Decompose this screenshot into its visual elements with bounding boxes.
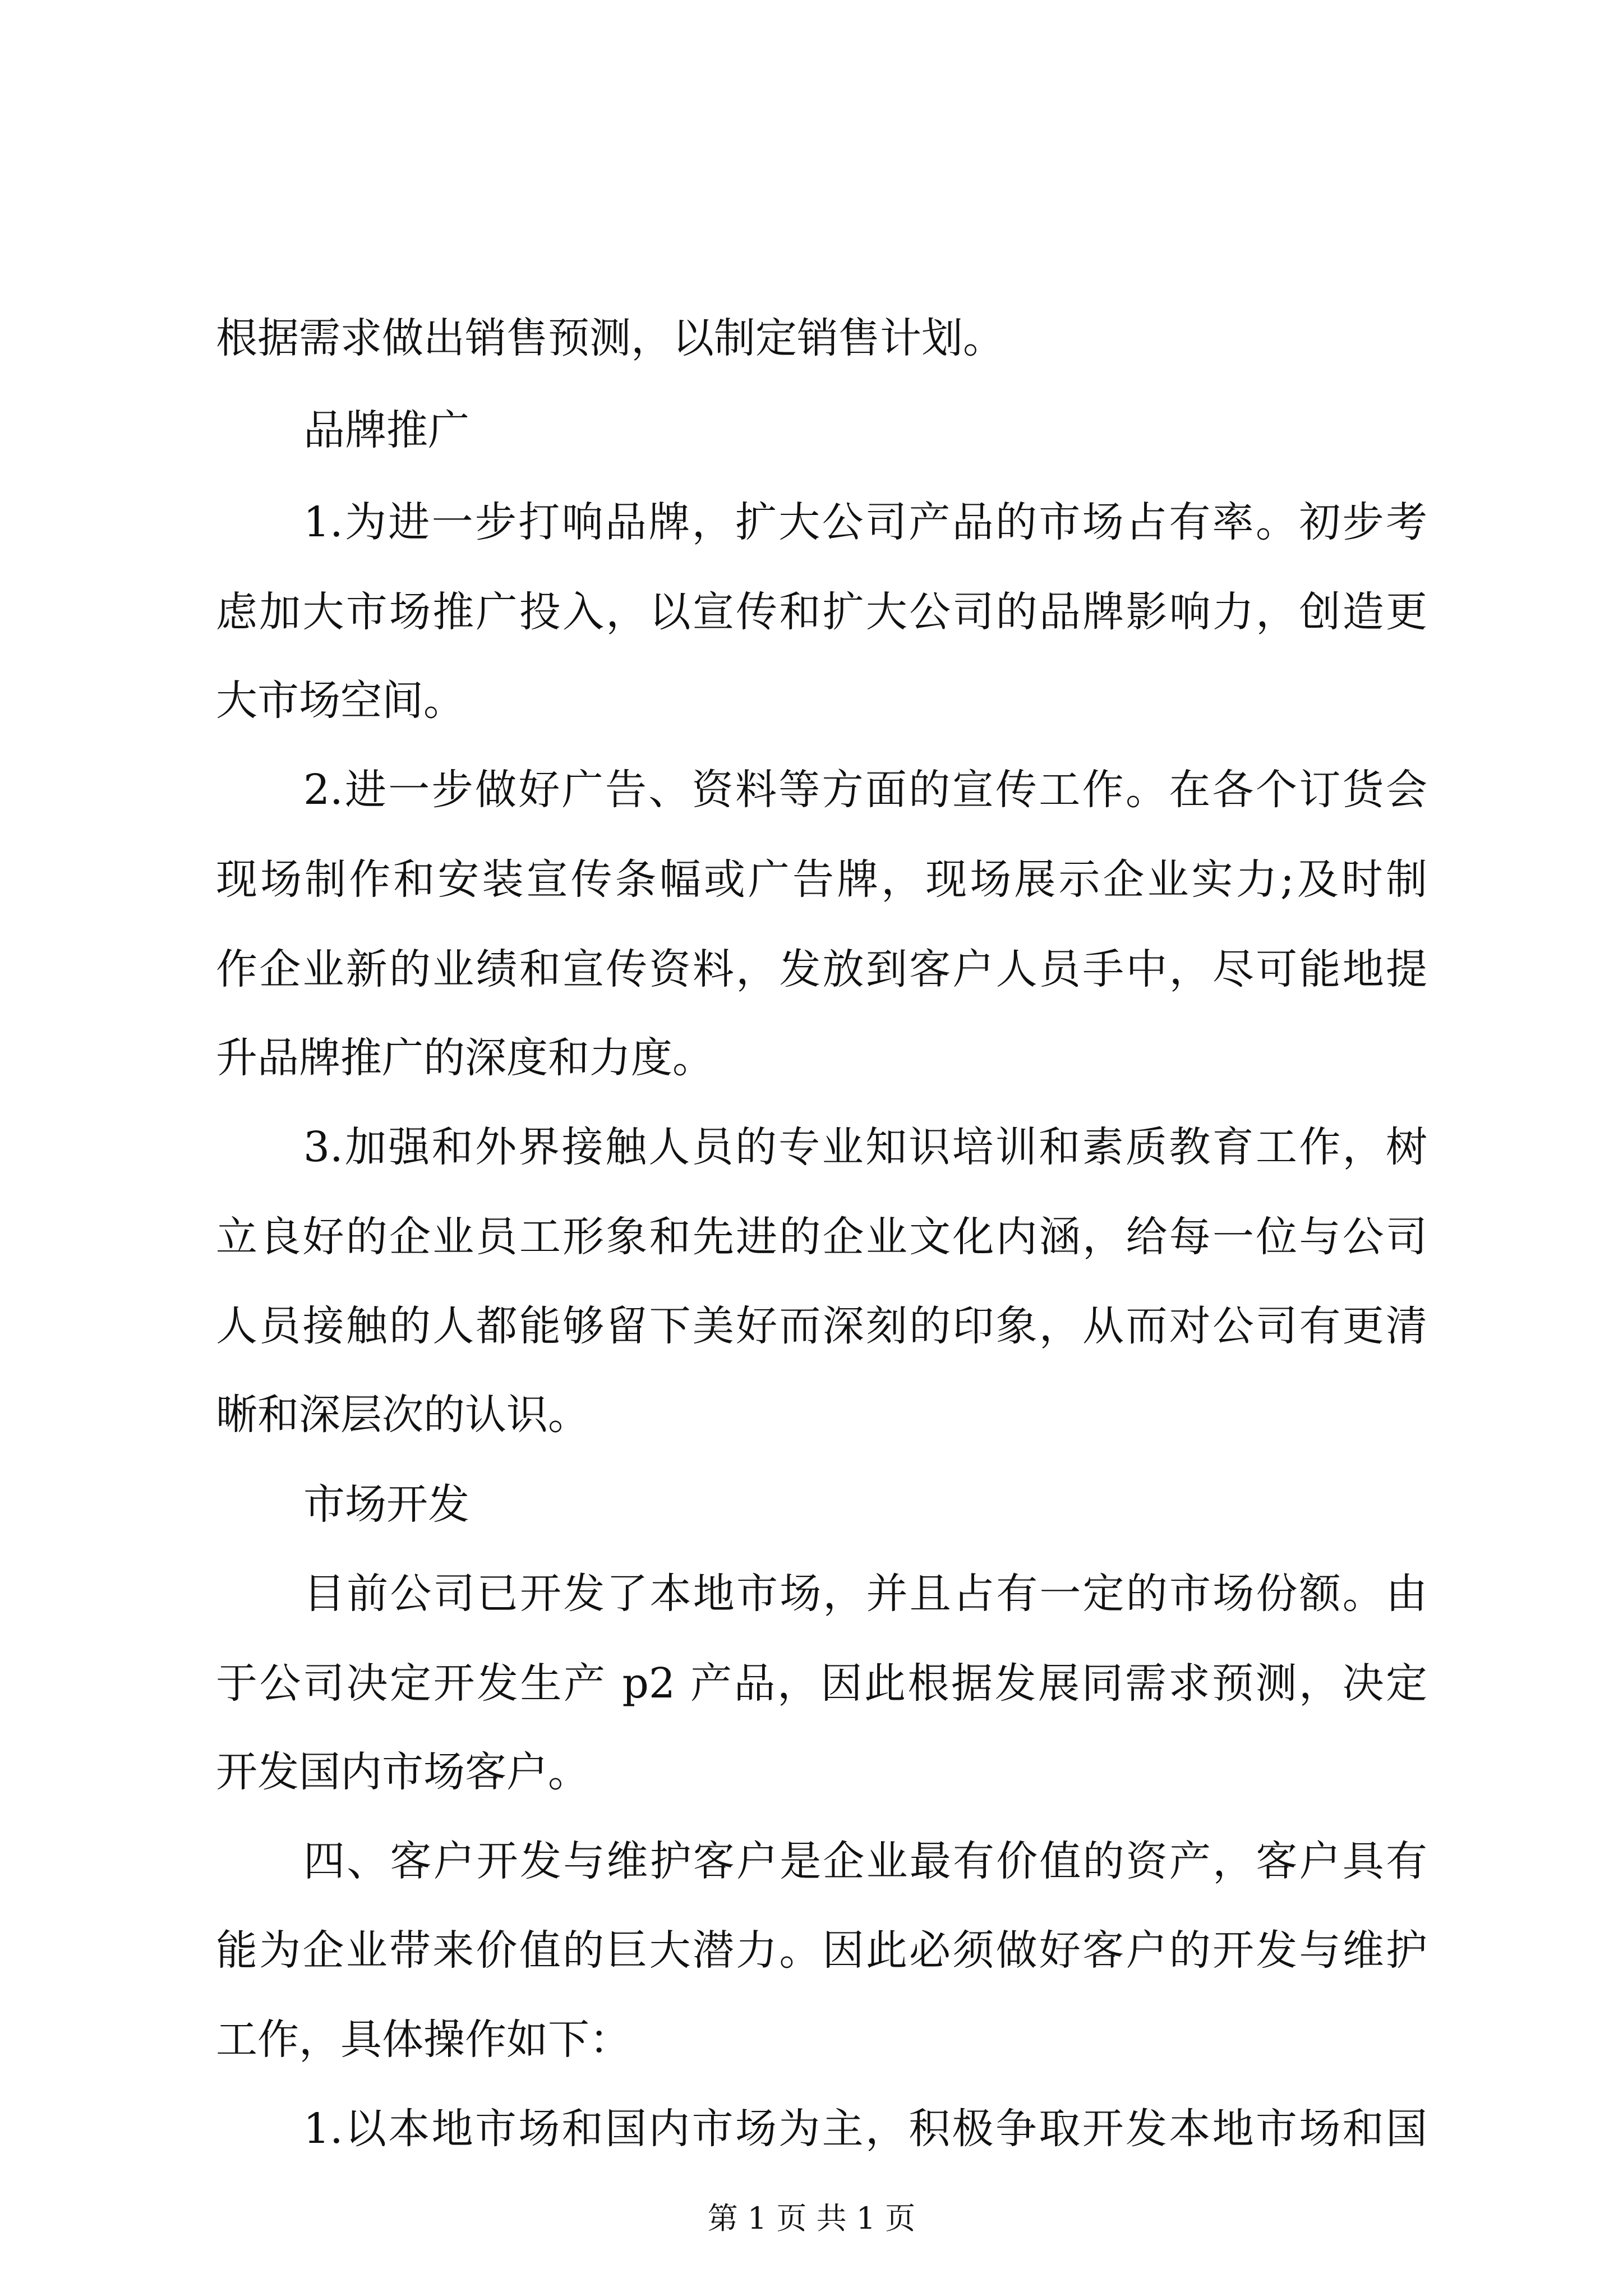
paragraph-line: 目前公司已开发了本地市场，并且占有一定的市场份额。由 [303, 1570, 1427, 1618]
paragraph-line: 于公司决定开发生产 p2 产品，因此根据发展同需求预测，决定 [216, 1659, 1427, 1708]
paragraph-line: 晰和深层次的认识。 [216, 1391, 589, 1439]
paragraph-line: 大市场空间。 [216, 677, 465, 725]
paragraph-line: 能为企业带来价值的巨大潜力。因此必须做好客户的开发与维护 [216, 1926, 1427, 1975]
paragraph-line: 1.以本地市场和国内市场为主，积极争取开发本地市场和国 [303, 2105, 1427, 2153]
paragraph-line: 虑加大市场推广投入，以宣传和扩大公司的品牌影响力，创造更 [216, 588, 1427, 636]
paragraph-line: 根据需求做出销售预测，以制定销售计划。 [216, 314, 1004, 362]
paragraph-line: 四、客户开发与维护客户是企业最有价值的资产，客户具有 [303, 1837, 1427, 1885]
paragraph-line: 1.为进一步打响品牌，扩大公司产品的市场占有率。初步考 [303, 498, 1427, 546]
paragraph-line: 人员接触的人都能够留下美好而深刻的印象，从而对公司有更清 [216, 1302, 1427, 1350]
section-heading-brand-promotion: 品牌推广 [303, 406, 469, 454]
paragraph-line: 立良好的企业员工形象和先进的企业文化内涵，给每一位与公司 [216, 1213, 1427, 1261]
paragraph-line: 开发国内市场客户。 [216, 1748, 589, 1796]
paragraph-line: 升品牌推广的深度和力度。 [216, 1034, 714, 1082]
section-heading-market-development: 市场开发 [303, 1480, 469, 1529]
paragraph-line: 工作，具体操作如下： [216, 2016, 631, 2064]
paragraph-line: 3.加强和外界接触人员的专业知识培训和素质教育工作，树 [303, 1123, 1427, 1171]
page-number-footer: 第 1 页 共 1 页 [707, 2201, 916, 2236]
paragraph-line: 2.进一步做好广告、资料等方面的宣传工作。在各个订货会 [303, 766, 1427, 814]
paragraph-line: 现场制作和安装宣传条幅或广告牌，现场展示企业实力;及时制 [216, 855, 1427, 904]
paragraph-line: 作企业新的业绩和宣传资料，发放到客户人员手中，尽可能地提 [216, 945, 1427, 993]
